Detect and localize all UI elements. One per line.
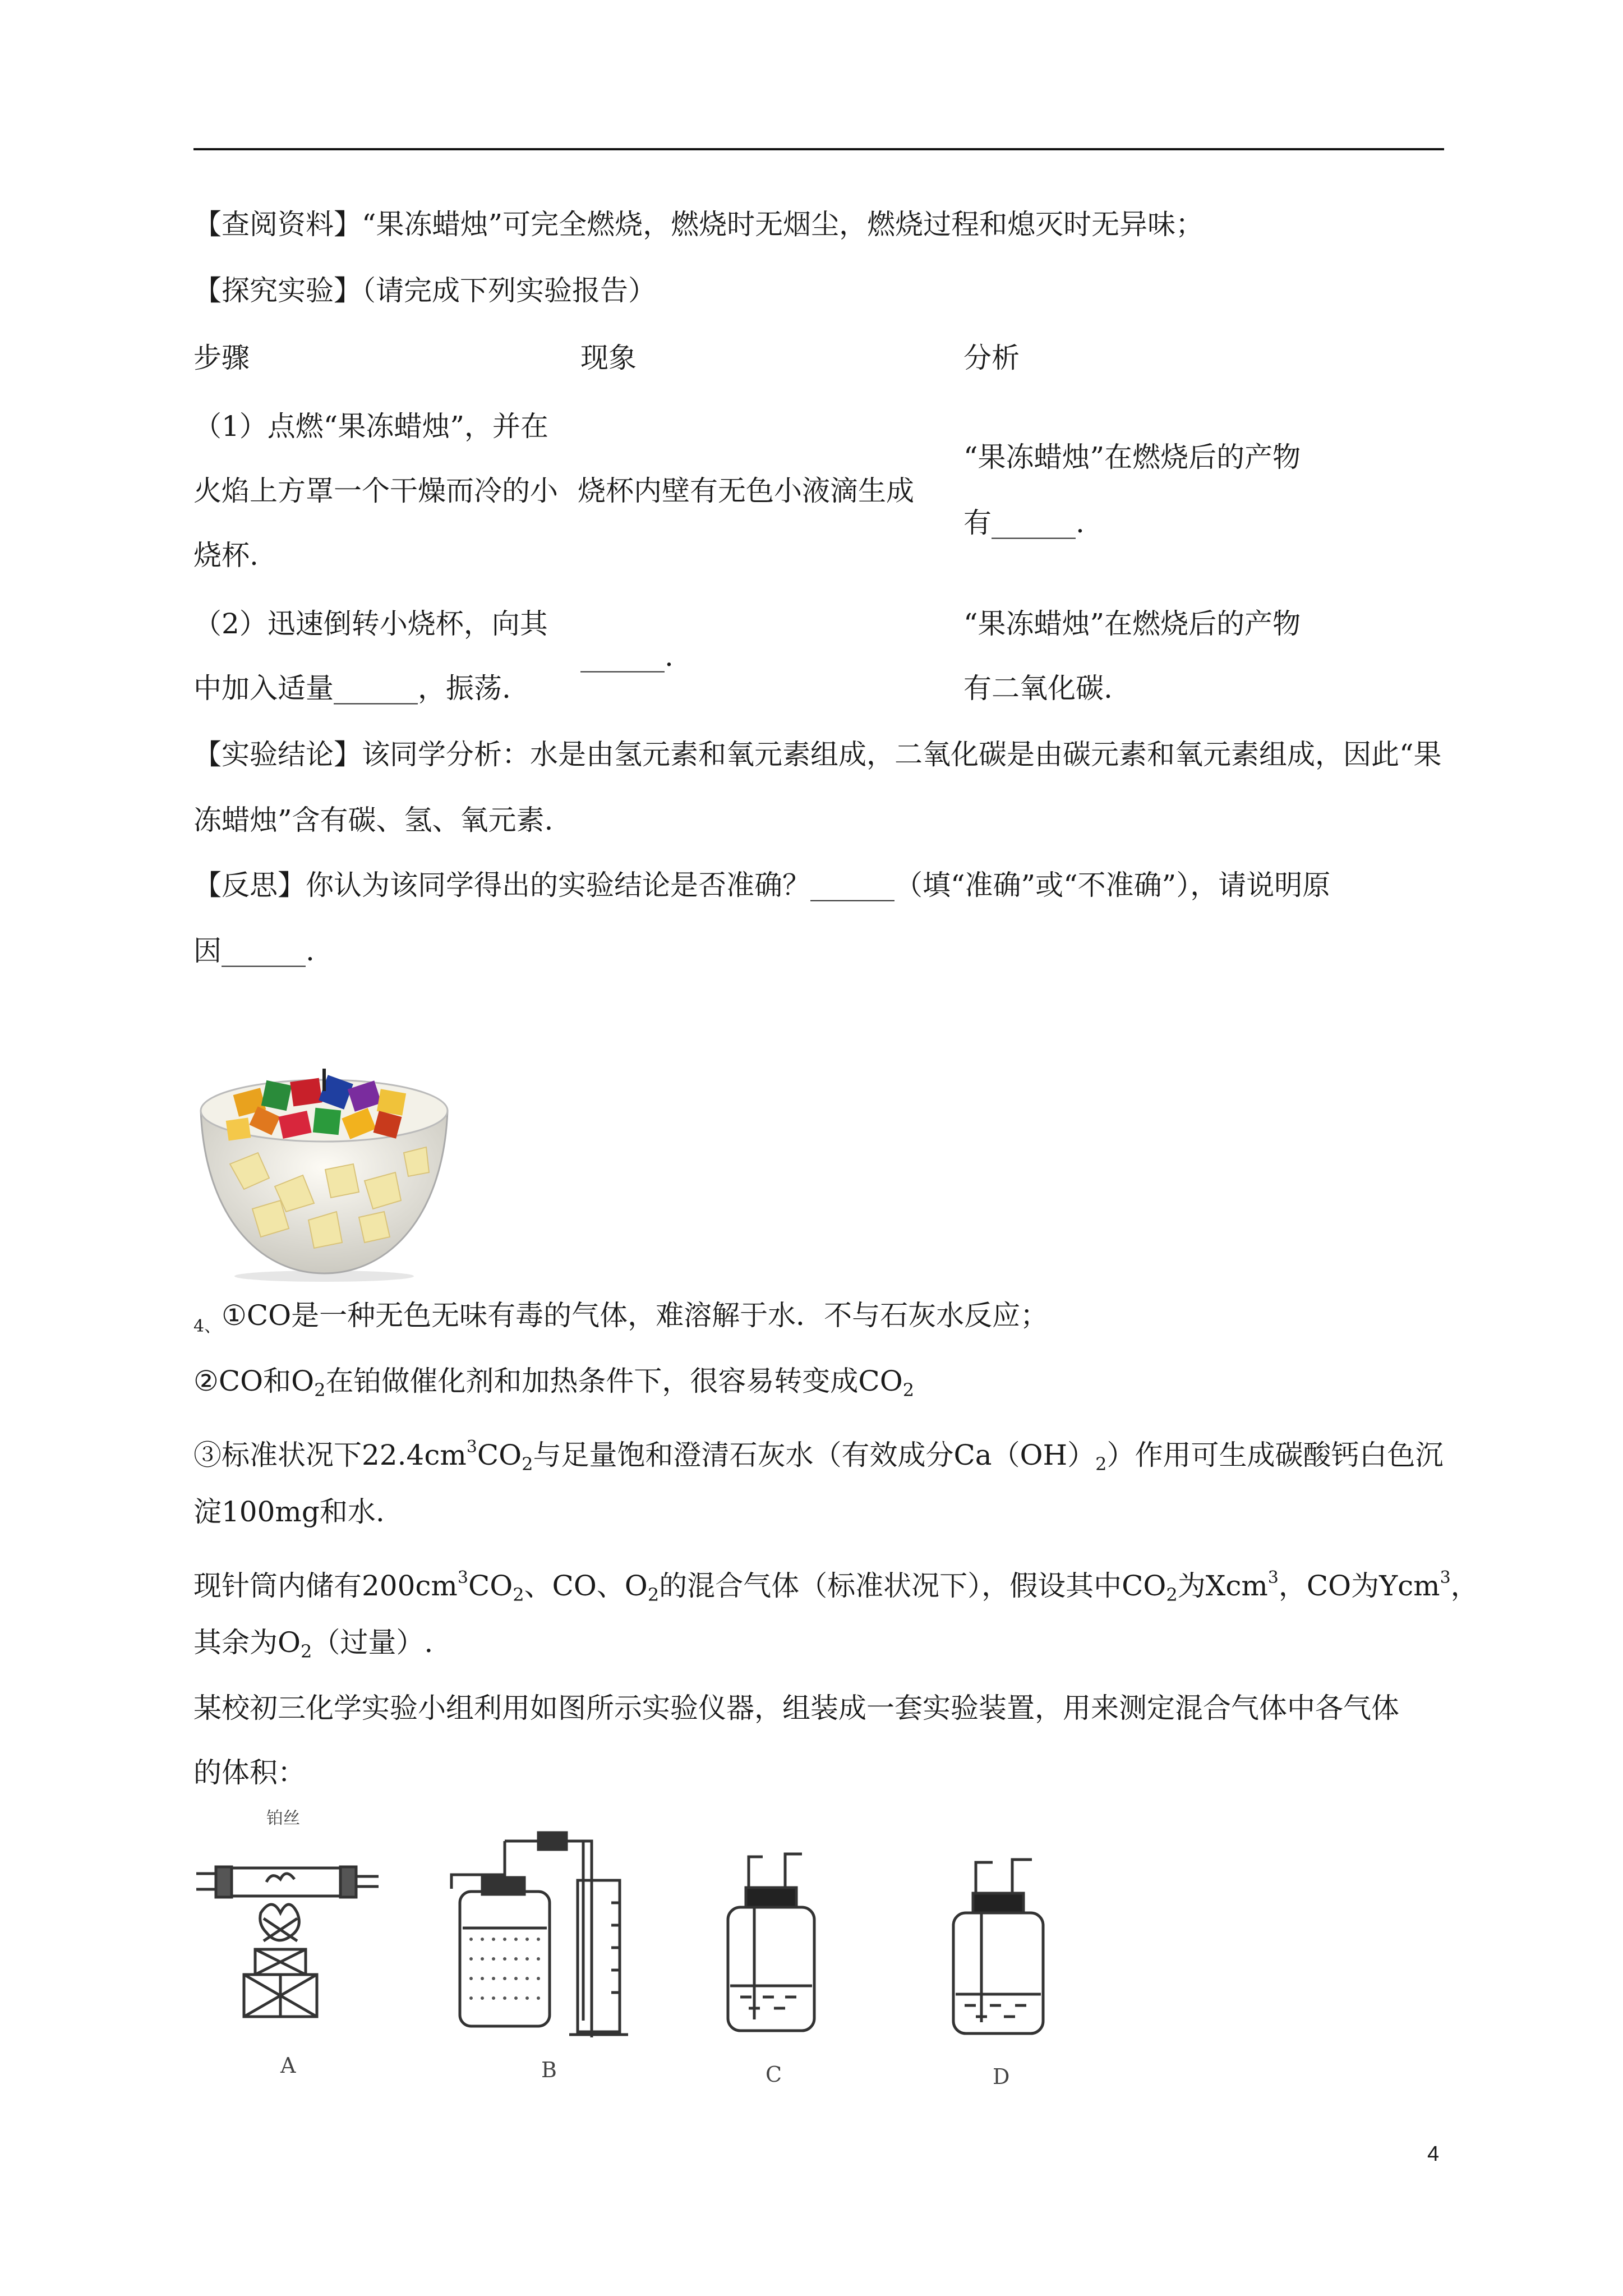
question-number: 4、 [193, 1317, 222, 1336]
apparatus-d-figure [948, 1857, 1049, 2042]
conclusion-line-b: 冻蜡烛”含有碳、氢、氧元素. [193, 804, 554, 836]
col-header-step: 步骤 [193, 342, 250, 374]
label-d: D [993, 2064, 1010, 2089]
col-header-analysis: 分析 [963, 342, 1020, 374]
label-a: A [280, 2053, 296, 2078]
col-header-phenomenon: 现象 [580, 342, 637, 374]
apparatus-c-figure [723, 1851, 819, 2036]
reflection-line-b: 因______. [193, 935, 315, 967]
q4-point-3: ③标准状况下$22.4cm^3CO_2$与足量饱和澄清石灰水（有效成分$Ca(OH)_2$）作用可生成碳酸钙白色沉 [193, 1437, 1444, 1475]
row2-phenomenon: ______. [580, 640, 674, 673]
apparatus-a-figure [193, 1809, 384, 2025]
page-number: 4 [1427, 2142, 1440, 2166]
q4-syringe-line: 现针筒内储有$200cm^3CO_2$、CO、$O_2$的混合气体（标准状况下），假设其中$CO_2$为Xcm$^3$，CO为Ycm$^3$， [193, 1568, 1479, 1605]
experiment-heading: 【探究实验】（请完成下列实验报告） [193, 274, 656, 307]
q4-point-3-cont: 淀100mg和水. [193, 1496, 385, 1528]
q4-setup-line-cont: 的体积： [193, 1756, 306, 1789]
q4-remainder-line: 其余为$O_2$（过量）. [193, 1626, 434, 1662]
q4-setup-line: 某校初三化学实验小组利用如图所示实验仪器，组装成一套实验装置，用来测定混合气体中各气体 [193, 1692, 1399, 1724]
row1-phenomenon: 烧杯内壁有无色小液滴生成 [578, 475, 914, 507]
label-b: B [541, 2058, 557, 2082]
row1-step-a: （1）点燃“果冻蜡烛”，并在 [193, 410, 548, 443]
q4-point-2: ②CO和$O_2$在铂做催化剂和加热条件下，很容易转变成$CO_2$ [193, 1365, 915, 1401]
row2-analysis-b: 有二氧化碳. [963, 672, 1113, 705]
header-rule [193, 148, 1444, 150]
conclusion-line-a: 【实验结论】该同学分析：水是由氢元素和氧元素组成，二氧化碳是由碳元素和氧元素组成，因此“果 [193, 738, 1442, 771]
reference-line: 【查阅资料】“果冻蜡烛”可完全燃烧，燃烧时无烟尘，燃烧过程和熄灭时无异味； [193, 208, 1204, 241]
row1-step-b: 火焰上方罩一个干燥而冷的小 [193, 475, 558, 507]
row1-step-c: 烧杯. [193, 539, 259, 572]
reflection-line-a: 【反思】你认为该同学得出的实验结论是否准确？______（填“准确”或“不准确”），请说明原 [193, 869, 1331, 901]
row1-analysis-a: “果冻蜡烛”在燃烧后的产物 [963, 441, 1301, 473]
platinum-label: 铂丝 [266, 1809, 300, 1828]
q4-point-1: ①CO是一种无色无味有毒的气体，难溶解于水．不与石灰水反应； [222, 1299, 1049, 1332]
jelly-candle-photo [196, 1057, 451, 1282]
row1-analysis-b: 有______. [963, 507, 1085, 539]
label-c: C [766, 2062, 782, 2087]
row2-analysis-a: “果冻蜡烛”在燃烧后的产物 [963, 608, 1301, 640]
apparatus-b-figure [449, 1830, 634, 2049]
row2-step-b: 中加入适量______，振荡. [193, 672, 511, 705]
row2-step-a: （2）迅速倒转小烧杯，向其 [193, 608, 548, 640]
